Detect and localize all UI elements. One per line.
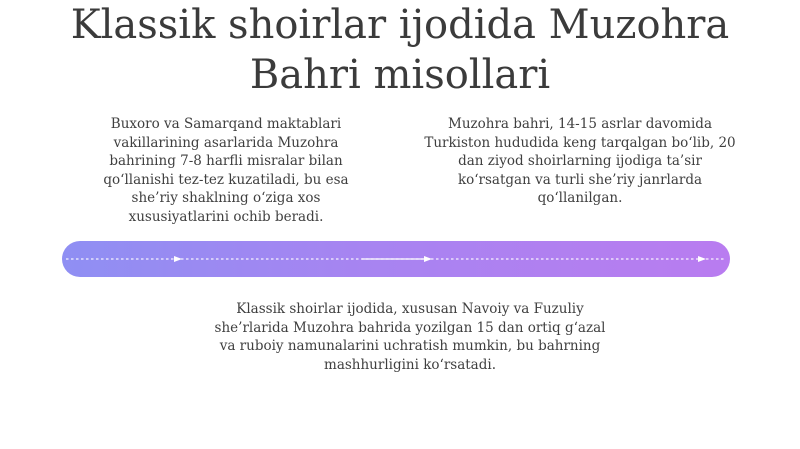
timeline-arrow-1-icon (174, 256, 182, 262)
text-block-left: Buxoro va Samarqand maktablari vakillarining asarlarida Muzohra bahrining 7-8 harfli misralar bilan qo‘llanishi tez-tez kuzatiladi, bu esa she’riy shaklning o‘ziga xos xususiyatlarini ochib beradi. (103, 116, 349, 225)
timeline-bar (62, 241, 730, 277)
timeline-arrows (62, 241, 730, 277)
timeline-arrow-3-icon (698, 256, 706, 262)
timeline-arrow-2-icon (424, 256, 432, 262)
page-title: Klassik shoirlar ijodida Muzohra Bahri misollari (70, 2, 730, 98)
text-block-right: Muzohra bahri, 14-15 asrlar davomida Turkiston hududida keng tarqalgan bo‘lib, 20 dan ziyod shoirlarning ijodiga ta’sir ko‘rsatgan va turli she’riy janrlarda qo‘llanilgan. (424, 116, 736, 206)
text-block-bottom: Klassik shoirlar ijodida, xususan Navoiy va Fuzuliy she’rlarida Muzohra bahrida yozilgan 15 dan ortiq g‘azal va ruboiy namunalarini uchratish mumkin, bu bahrning mashhurligini ko‘rsatadi. (214, 301, 606, 373)
